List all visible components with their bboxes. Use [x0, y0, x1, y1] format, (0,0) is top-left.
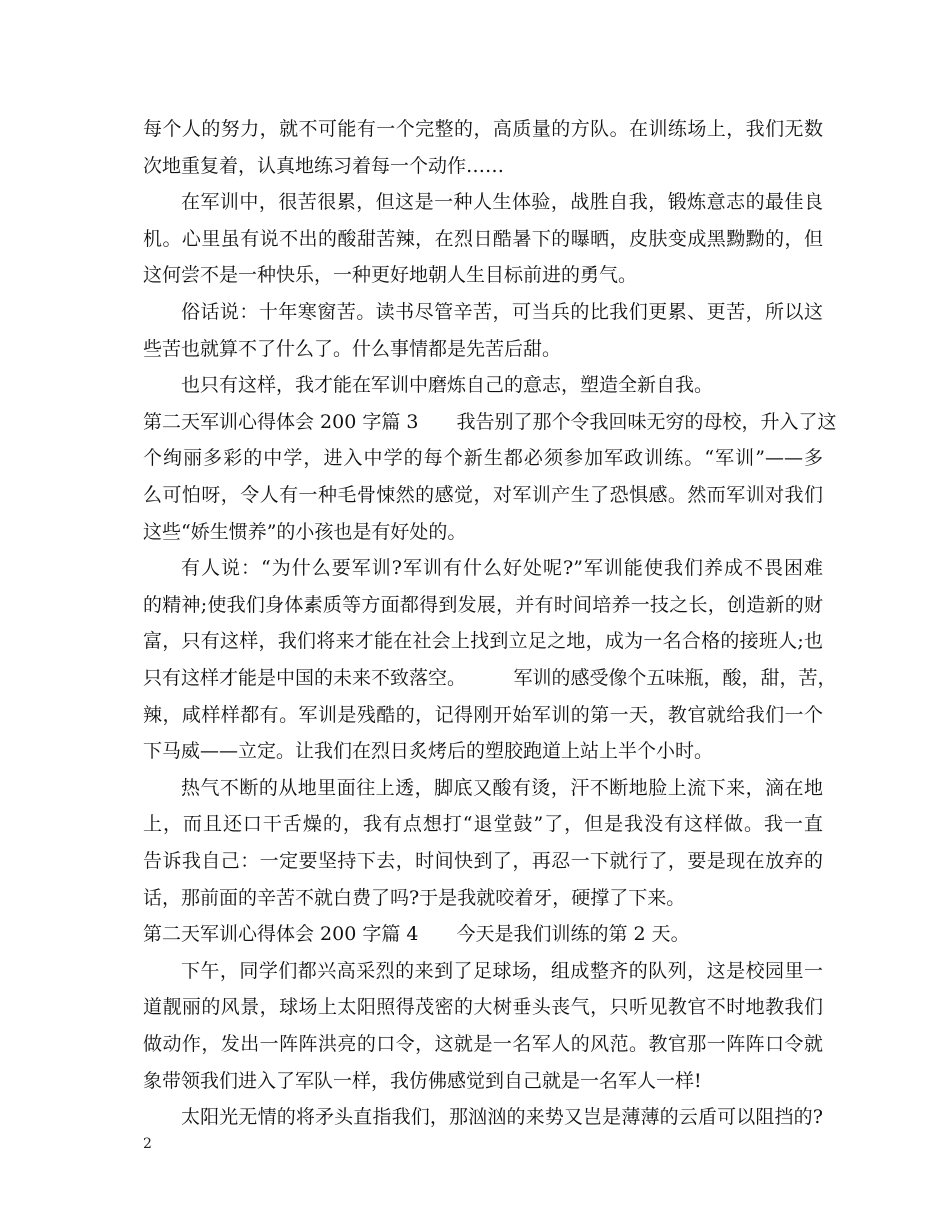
text-line: 在军训中，很苦很累，但这是一种人生体验，战胜自我，锻炼意志的最佳良: [181, 191, 823, 214]
text-line: 有人说：“为什么要军训?军训有什么好处呢?”军训能使我们养成不畏困难: [181, 557, 823, 580]
text-line: 第二天军训心得体会 200 字篇 3 我告别了那个令我回味无穷的母校，升入了这: [143, 410, 837, 433]
text-line: 热气不断的从地里面往上透，脚底又酸有烫，汗不断地脸上流下来，滴在地: [181, 776, 823, 799]
text-line: 么可怕呀，令人有一种毛骨悚然的感觉，对军训产生了恐惧感。然而军训对我们: [143, 484, 823, 506]
text-line: 道靓丽的风景，球场上太阳照得茂密的大树垂头丧气，只听见教官不时地教我们: [143, 996, 823, 1019]
text-line: 机。心里虽有说不出的酸甜苦辣，在烈日酷暑下的曝晒，皮肤变成黑黝黝的，但: [143, 227, 823, 250]
text-line: 次地重复着，认真地练习着每一个动作……: [143, 154, 505, 177]
text-line: 些苦也就算不了什么了。什么事情都是先苦后甜。: [143, 337, 562, 360]
text-line: 只有这样才能是中国的未来不致落空。 军训的感受像个五味瓶，酸，甜，苦，: [143, 667, 837, 689]
text-line: 告诉我自己：一定要坚持下去，时间快到了，再忍一下就行了，要是现在放弃的: [143, 850, 823, 872]
text-line: 也只有这样，我才能在军训中磨炼自己的意志，塑造全新自我。: [181, 374, 714, 397]
text-line: 话，那前面的辛苦不就白费了吗?于是我就咬着牙，硬撑了下来。: [143, 886, 686, 909]
text-line: 的精神;使我们身体素质等方面都得到发展，并有时间培养一技之长，创造新的财: [143, 593, 823, 616]
text-line: 上，而且还口干舌燥的，我有点想打“退堂鼓”了，但是我没有这样做。我一直: [143, 813, 823, 836]
text-line: 下午，同学们都兴高采烈的来到了足球场，组成整齐的队列，这是校园里一: [181, 959, 823, 982]
text-line: 个绚丽多彩的中学，进入中学的每个新生都必须参加军政训练。“军训”——多: [143, 447, 823, 470]
text-line: 每个人的努力，就不可能有一个完整的，高质量的方队。在训练场上，我们无数: [143, 118, 823, 140]
text-line: 俗话说：十年寒窗苦。读书尽管辛苦，可当兵的比我们更累、更苦，所以这: [181, 301, 823, 323]
text-line: 太阳光无情的将矛头直指我们，那汹汹的来势又岂是薄薄的云盾可以阻挡的?: [181, 1106, 823, 1129]
text-line: 象带领我们进入了军队一样，我仿佛感觉到自己就是一名军人一样!: [143, 1069, 702, 1092]
text-line: 这何尝不是一种快乐，一种更好地朝人生目标前进的勇气。: [143, 264, 638, 287]
text-line: 做动作，发出一阵阵洪亮的口令，这就是一名军人的风范。教官那一阵阵口令就: [143, 1033, 823, 1055]
text-line: 辣，咸样样都有。军训是残酷的，记得刚开始军训的第一天，教官就给我们一个: [143, 703, 823, 726]
text-line: 富，只有这样，我们将来才能在社会上找到立足之地，成为一名合格的接班人;也: [143, 630, 823, 653]
text-line: 第二天军训心得体会 200 字篇 4 今天是我们训练的第 2 天。: [143, 923, 690, 946]
text-line: 这些“娇生惯养”的小孩也是有好处的。: [143, 520, 467, 543]
text-line: 下马威——立定。让我们在烈日炙烤后的塑胶跑道上站上半个小时。: [143, 740, 714, 763]
page-number: 2: [143, 1136, 152, 1152]
